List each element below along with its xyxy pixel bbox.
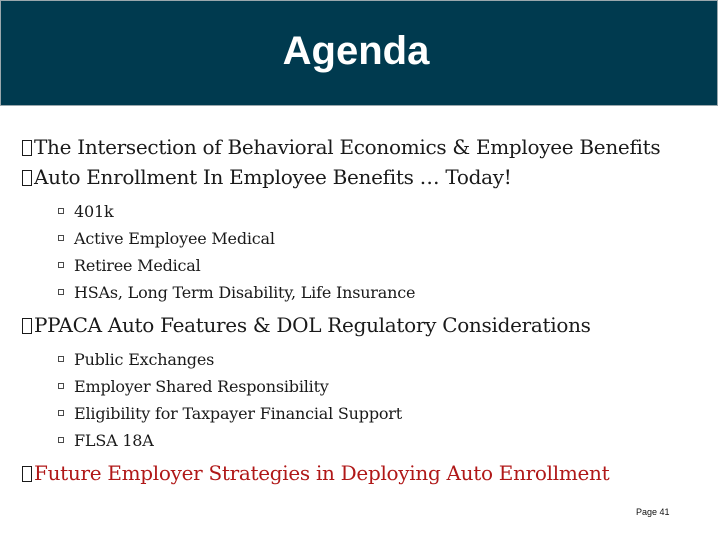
agenda-item-text: Auto Enrollment In Employee Benefits … Today! [34,165,512,189]
square-bullet-icon [58,410,64,416]
bullet-icon [22,466,32,482]
sub-list [58,198,716,306]
sub-item-text: Retiree Medical [74,256,201,275]
square-bullet-icon [58,289,64,295]
title-banner [0,0,718,106]
square-bullet-icon [58,383,64,389]
square-bullet-icon [58,356,64,362]
sub-list [58,346,716,454]
sub-item-text: FLSA 18A [74,431,154,450]
agenda-item [22,162,716,192]
square-bullet-icon [58,262,64,268]
agenda-item-text: The Intersection of Behavioral Economics & Employee Benefits [34,135,661,159]
sub-item-text: Employer Shared Responsibility [74,377,329,396]
page-number: Page 41 [636,507,670,517]
agenda-item [22,132,716,162]
sub-item [58,400,716,427]
slide-title: Agenda [282,29,430,73]
agenda-item-highlighted [22,458,716,488]
sub-item-text: 401k [74,202,114,221]
agenda-item-text: PPACA Auto Features & DOL Regulatory Considerations [34,313,591,337]
bullet-icon [22,318,32,334]
agenda-item [22,310,716,340]
sub-item-text: Public Exchanges [74,350,215,369]
sub-item [58,198,716,225]
sub-item [58,252,716,279]
square-bullet-icon [58,208,64,214]
sub-item-text: Active Employee Medical [74,229,275,248]
bullet-icon [22,170,32,186]
bullet-icon [22,140,32,156]
sub-item [58,279,716,306]
square-bullet-icon [58,235,64,241]
sub-item [58,427,716,454]
sub-item-text: HSAs, Long Term Disability, Life Insurance [74,283,416,302]
sub-item [58,225,716,252]
square-bullet-icon [58,437,64,443]
agenda-item-text: Future Employer Strategies in Deploying Auto Enrollment [34,461,610,485]
sub-item [58,346,716,373]
sub-item-text: Eligibility for Taxpayer Financial Support [74,404,402,423]
agenda-list [22,132,716,488]
sub-item [58,373,716,400]
